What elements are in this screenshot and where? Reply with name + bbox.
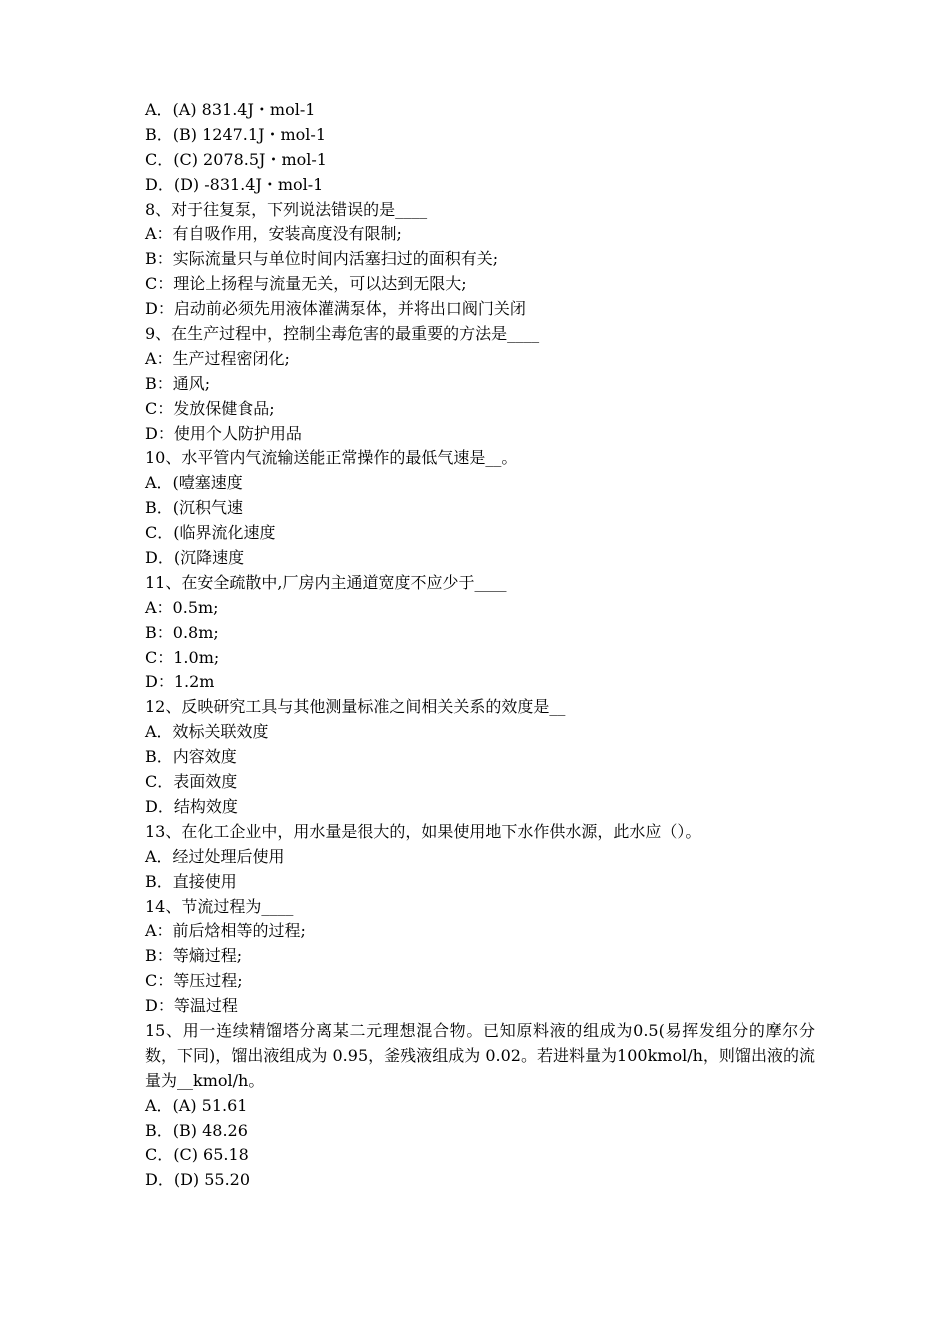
option-line: C．(C) 65.18 [145, 1145, 249, 1165]
question-12: 12、反映研究工具与其他测量标准之间相关关系的效度是__ [145, 697, 566, 717]
option-line: A．经过处理后使用 [145, 846, 285, 866]
option-line: C．(C) 2078.5J・mol-1 [145, 149, 327, 169]
option-line: D：使用个人防护用品 [145, 423, 302, 443]
option-line: B：等熵过程; [145, 946, 243, 966]
option-line: B．(B) 48.26 [145, 1120, 248, 1140]
option-line: C：发放保健食品; [145, 398, 275, 418]
option-line: D．结构效度 [145, 796, 238, 816]
option-line: B：通风; [145, 373, 211, 393]
question-15: 15、用一连续精馏塔分离某二元理想混合物。已知原料液的组成为0.5(易挥发组分的摩尔分数，下同)，馏出液组成为 0.95，釜残液组成为 0.02。若进料量为100kmol/h，则馏出液的流量为__kmol/h。 [145, 1020, 815, 1090]
option-line: A：有自吸作用，安装高度没有限制; [145, 224, 402, 244]
question-14: 14、节流过程为____ [145, 896, 294, 916]
option-line: C．表面效度 [145, 772, 238, 792]
option-line: B．(沉积气速 [145, 498, 244, 518]
option-line: C：等压过程; [145, 971, 243, 991]
option-line: A：0.5m; [145, 597, 219, 617]
option-line: C．(临界流化速度 [145, 523, 276, 543]
question-10: 10、水平管内气流输送能正常操作的最低气速是__。 [145, 448, 518, 468]
option-line: A．(噎塞速度 [145, 473, 243, 493]
option-line: D：1.2m [145, 672, 215, 692]
option-line: D．(沉降速度 [145, 548, 245, 568]
question-8: 8、对于往复泵，下列说法错误的是____ [145, 199, 428, 219]
option-line: B．直接使用 [145, 871, 237, 891]
option-line: D：等温过程 [145, 996, 238, 1016]
option-line: A．(A) 51.61 [145, 1095, 248, 1115]
option-line: C：理论上扬程与流量无关，可以达到无限大; [145, 274, 467, 294]
option-line: B．(B) 1247.1J・mol-1 [145, 124, 326, 144]
option-line: A：前后焓相等的过程; [145, 921, 306, 941]
option-line: D：启动前必须先用液体灌满泵体，并将出口阀门关闭 [145, 299, 526, 319]
option-line: D．(D) -831.4J・mol-1 [145, 174, 324, 194]
option-line: B：实际流量只与单位时间内活塞扫过的面积有关; [145, 249, 499, 269]
option-line: A：生产过程密闭化; [145, 348, 290, 368]
question-11: 11、在安全疏散中,厂房内主通道宽度不应少于____ [145, 572, 507, 592]
option-line: A．(A) 831.4J・mol-1 [145, 100, 316, 119]
document-page [145, 98, 815, 1193]
option-line: D．(D) 55.20 [145, 1170, 251, 1190]
option-line: B：0.8m; [145, 622, 219, 642]
option-line: B．内容效度 [145, 747, 237, 767]
question-13: 13、在化工企业中，用水量是很大的，如果使用地下水作供水源，此水应（）。 [145, 821, 702, 841]
question-9: 9、在生产过程中，控制尘毒危害的最重要的方法是____ [145, 324, 540, 344]
option-line: A．效标关联效度 [145, 722, 269, 742]
option-line: C：1.0m; [145, 647, 220, 667]
